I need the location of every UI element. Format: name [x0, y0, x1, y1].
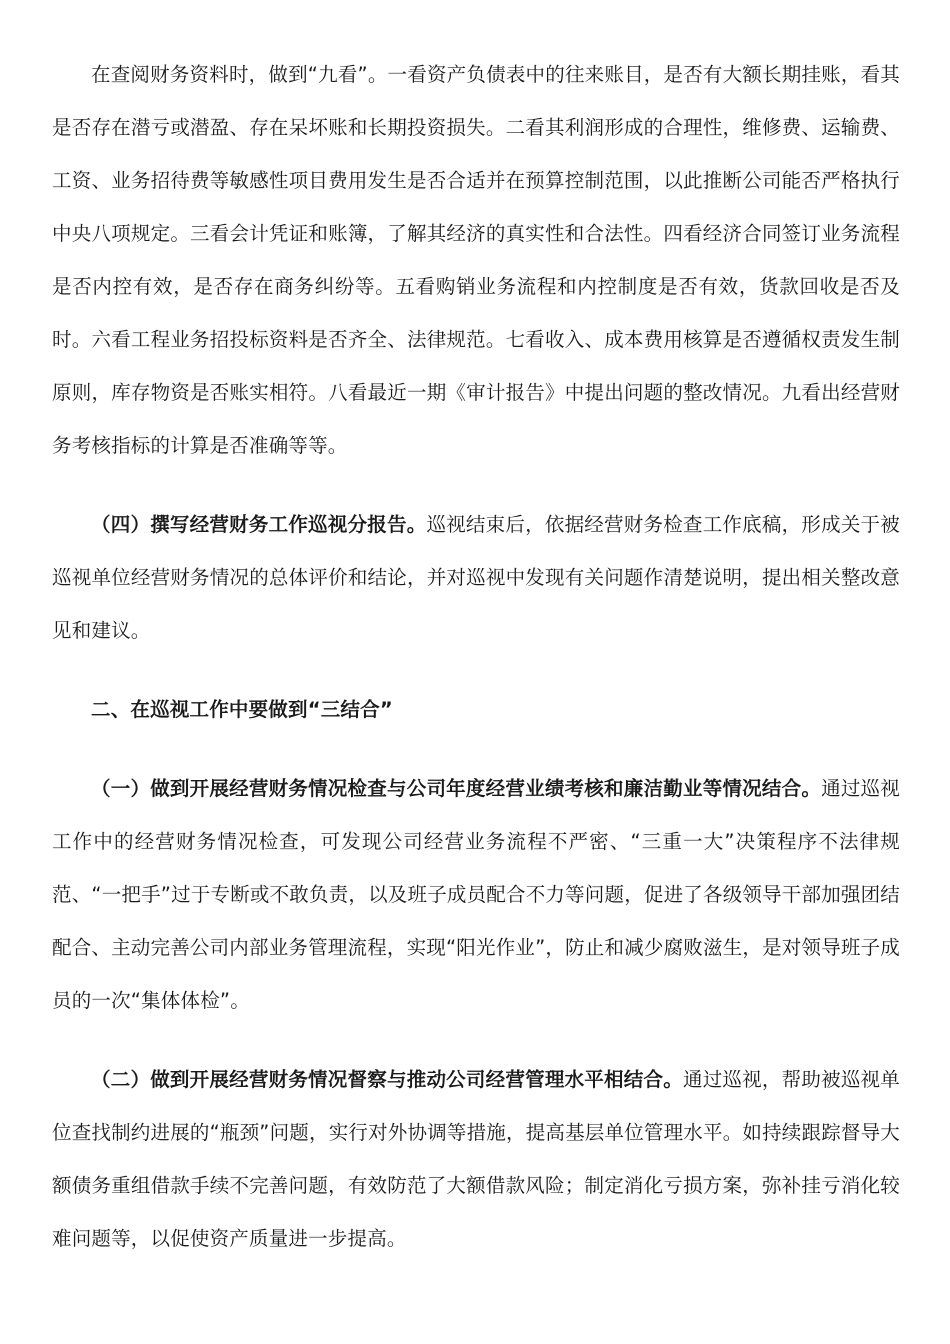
paragraph-gap	[52, 472, 900, 498]
paragraph-combination-one	[52, 762, 900, 1027]
paragraph-gap	[52, 736, 900, 762]
document-page	[52, 48, 900, 1265]
paragraph-combination-two	[52, 1053, 900, 1265]
paragraph-nine-checks	[52, 48, 900, 472]
paragraph-heading: （四）撰写经营财务工作巡视分报告。	[91, 513, 427, 536]
paragraph-report	[52, 498, 900, 657]
paragraph-heading: （一）做到开展经营财务情况检查与公司年度经营业绩考核和廉洁勤业等情况结合。	[91, 777, 822, 800]
paragraph-text: 在查阅财务资料时，做到“九看”。一看资产负债表中的往来账目，是否有大额长期挂账，看其是否存在潜亏或潜盈、存在呆坏账和长期投资损失。二看其利润形成的合理性，维修费、运输费、工资、业务招待费等敏感性项目费用发生是否合适并在预算控制范围，以此推断公司能否严格执行中央八项规定。三看会计凭证和账簿，了解其经济的真实性和合法性。四看经济合同签订业务流程是否内控有效，是否存在商务纠纷等。五看购销业务流程和内控制度是否有效，货款回收是否及时。六看工程业务招投标资料是否齐全、法律规范。七看收入、成本费用核算是否遵循权责发生制原则，库存物资是否账实相符。八看最近一期《审计报告》中提出问题的整改情况。九看出经营财务考核指标的计算是否准确等等。	[52, 63, 900, 457]
paragraph-gap	[52, 1027, 900, 1053]
paragraph-text: 通过巡视工作中的经营财务情况检查，可发现公司经营业务流程不严密、“三重一大”决策程序不法律规范、“一把手”过于专断或不敢负责，以及班子成员配合不力等问题，促进了各级领导干部加强团结配合、主动完善公司内部业务管理流程，实现“阳光作业”，防止和减少腐败滋生，是对领导班子成员的一次“集体体检”。	[52, 777, 901, 1012]
paragraph-text: 巡视结束后，依据经营财务检查工作底稿，形成关于被巡视单位经营财务情况的总体评价和结论，并对巡视中发现有关问题作清楚说明，提出相关整改意见和建议。	[52, 513, 900, 642]
section-title: 二、在巡视工作中要做到“三结合”	[91, 698, 393, 721]
paragraph-gap	[52, 657, 900, 683]
paragraph-text: 通过巡视，帮助被巡视单位查找制约进展的“瓶颈”问题，实行对外协调等措施，提高基层单位管理水平。如持续跟踪督导大额债务重组借款手续不完善问题，有效防范了大额借款风险；制定消化亏损方案，弥补挂亏消化较难问题等，以促使资产质量进一步提高。	[52, 1068, 901, 1250]
paragraph-heading: （二）做到开展经营财务情况督察与推动公司经营管理水平相结合。	[91, 1068, 683, 1091]
